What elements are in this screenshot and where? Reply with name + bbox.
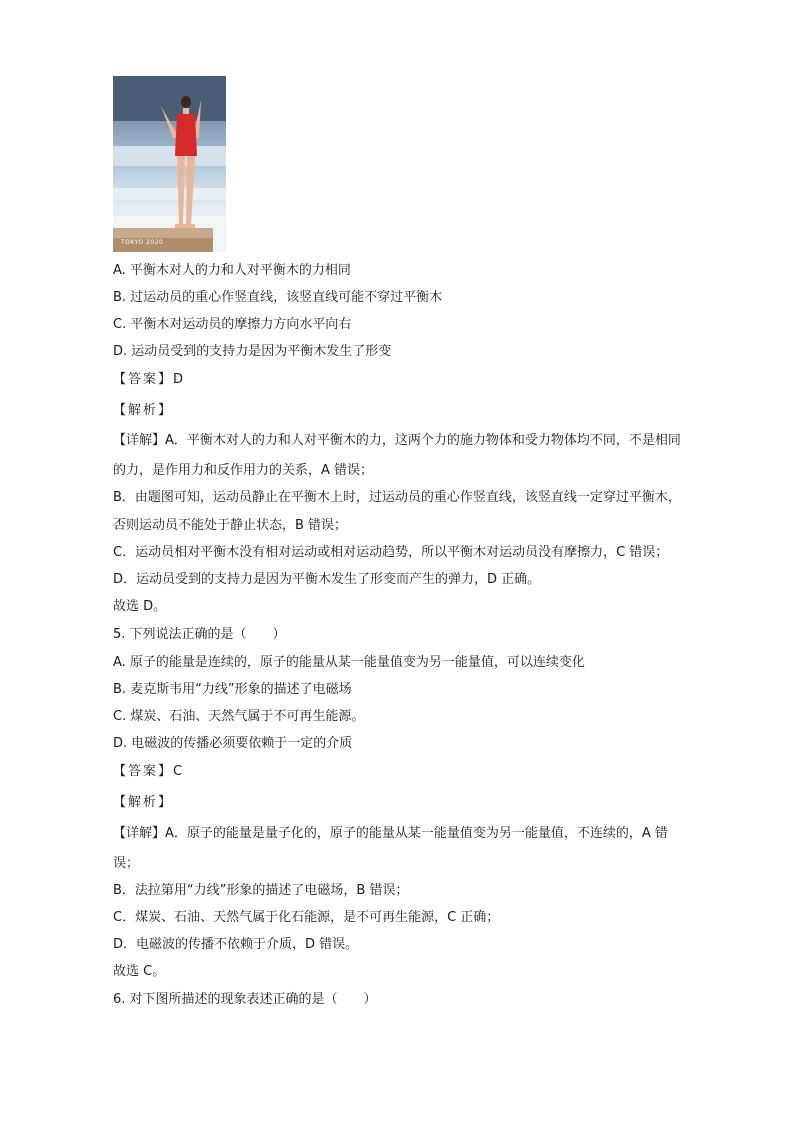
q5-detail-line: 【详解】A．原子的能量是量子化的，原子的能量从某一能量值变为另一能量值，不连续的，A 错 xyxy=(113,826,668,841)
q4-detail-line: 的力，是作用力和反作用力的关系，A 错误； xyxy=(113,463,374,478)
gymnast-photo xyxy=(113,76,226,252)
q4-analysis-heading: 【解析】 xyxy=(113,403,174,418)
q4-option-b: B. 过运动员的重心作竖直线，该竖直线可能不穿过平衡木 xyxy=(113,290,443,305)
q4-option-a: A. 平衡木对人的力和人对平衡木的力相同 xyxy=(113,263,351,278)
q4-detail-line: B．由题图可知，运动员静止在平衡木上时，过运动员的重心作竖直线，该竖直线一定穿过平衡木， xyxy=(113,490,681,505)
photo-brand-mark: TOKYO 2020 xyxy=(121,239,164,246)
q5-detail-line: D．电磁波的传播不依赖于介质，D 错误。 xyxy=(113,937,359,952)
q4-detail-line: D．运动员受到的支持力是因为平衡木发生了形变而产生的弹力，D 正确。 xyxy=(113,572,541,587)
q4-detail-line: C．运动员相对平衡木没有相对运动或相对运动趋势，所以平衡木对运动员没有摩擦力，C 错误； xyxy=(113,545,669,560)
q5-option-c: C. 煤炭、石油、天然气属于不可再生能源。 xyxy=(113,709,365,724)
q5-detail-line: 误； xyxy=(113,856,140,871)
q5-detail-line: C．煤炭、石油、天然气属于化石能源，是不可再生能源，C 正确； xyxy=(113,910,500,925)
q5-option-a: A. 原子的能量是连续的，原子的能量从某一能量值变为另一能量值，可以连续变化 xyxy=(113,655,585,670)
gymnast-illustration xyxy=(113,76,226,252)
q4-conclusion: 故选 D。 xyxy=(113,599,167,614)
q4-detail-line: 否则运动员不能处于静止状态，B 错误； xyxy=(113,518,348,533)
q5-option-d: D. 电磁波的传播必须要依赖于一定的介质 xyxy=(113,736,353,751)
q5-stem: 5. 下列说法正确的是（ ） xyxy=(113,627,286,642)
q5-conclusion: 故选 C。 xyxy=(113,964,166,979)
q5-detail-line: B．法拉第用“力线”形象的描述了电磁场，B 错误； xyxy=(113,883,409,898)
q5-option-b: B. 麦克斯韦用“力线”形象的描述了电磁场 xyxy=(113,682,352,697)
q4-answer: 【答案】D xyxy=(113,372,186,387)
q4-detail-line: 【详解】A．平衡木对人的力和人对平衡木的力，这两个力的施力物体和受力物体均不同，不是相同 xyxy=(113,433,681,448)
q6-stem: 6. 对下图所描述的现象表述正确的是（ ） xyxy=(113,992,377,1007)
q4-option-d: D. 运动员受到的支持力是因为平衡木发生了形变 xyxy=(113,344,392,359)
q4-option-c: C. 平衡木对运动员的摩擦力方向水平向右 xyxy=(113,317,352,332)
q5-answer: 【答案】C xyxy=(113,764,185,779)
q5-analysis-heading: 【解析】 xyxy=(113,795,174,810)
